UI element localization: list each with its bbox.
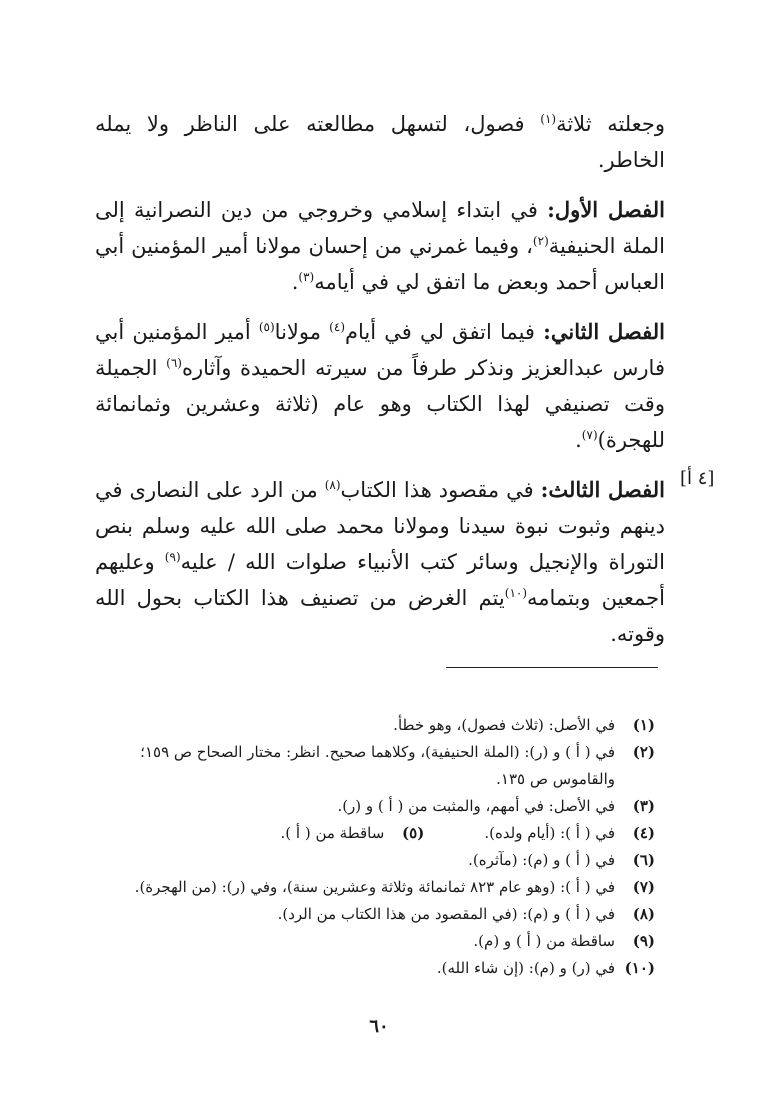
intro-text-cont: فصول، لتسهل مطالعته على الناظر ولا يمله الخاطر. [95,112,665,172]
main-text [95,106,665,666]
footnote-number: (٤) [632,824,655,842]
footnote-text: ساقطة من ( أ ). [280,824,385,842]
footnote-text: في ( أ ) و (م): (في المقصود من هذا الكتاب من الرد). [277,905,615,923]
footnote-ref-5[interactable]: (٥) [258,320,275,334]
manuscript-folio-marker: [٤ أ] [680,468,715,489]
chapter1-paragraph [95,192,665,300]
chapter1-heading: الفصل الأول: [547,197,665,222]
chapter1-text-cont: ، وفيما غمرني من إحسان مولانا أمير المؤمنين أبي العباس أحمد وبعض ما اتفق لي في أيامه [95,234,665,294]
footnote-ref-1[interactable]: (١) [540,112,557,126]
chapter2-heading: الفصل الثاني: [543,319,665,344]
footnote-row-4-5 [95,820,655,847]
footnote-2 [95,739,655,766]
footnote-8 [95,901,655,928]
footnote-text: في ( أ ) و (م): (مآثره). [468,851,615,869]
footnote-number: (٧) [632,878,655,896]
footnote-ref-9[interactable]: (٩) [164,550,181,564]
footnote-9 [95,928,655,955]
footnote-number: (٣) [632,797,655,815]
footnotes-section [95,712,655,982]
chapter1-text-end: . [291,270,299,294]
page-number: ٦٠ [369,1016,389,1037]
footnote-number: (٦) [632,851,655,869]
footnote-ref-8[interactable]: (٨) [324,478,341,492]
footnote-text: في (ر) و (م): (إن شاء الله). [436,959,615,977]
chapter3-text-2: من الرد على النصارى في دينهم وثبوت نبوة سيدنا ومولانا محمد صلى الله عليه وسلم بنص التوراة والإنجيل وسائر كتب الأنبياء صلوات الله / عليه [95,478,665,574]
chapter3-text-end: يتم الغرض من تصنيف هذا الكتاب بحول الله وقوته. [95,586,665,646]
footnote-text: في الأصل: في أمهم، والمثبت من ( أ ) و (ر). [337,797,615,815]
chapter2-text: فيما اتفق لي في أيام [345,320,544,344]
footnote-separator [446,667,658,668]
intro-paragraph [95,106,665,178]
footnote-text: ساقطة من ( أ ) و (م). [473,932,615,950]
footnote-ref-7[interactable]: (٧) [581,428,598,442]
footnote-number: (١) [632,716,655,734]
footnote-number: (٨) [632,905,655,923]
intro-text: وجعلته ثلاثة [556,112,665,136]
chapter1-text: في ابتداء إسلامي وخروجي من دين النصرانية إلى الملة الحنيفية [95,198,665,258]
footnote-ref-10[interactable]: (١٠) [504,586,528,600]
chapter3-text: في مقصود هذا الكتاب [340,478,541,502]
footnote-text: في ( أ ): (وهو عام ٨٢٣ ثمانمائة وثلاثة وعشرين سنة)، وفي (ر): (من الهجرة). [134,878,615,896]
footnote-4 [484,820,655,847]
footnote-number: (٥) [402,824,425,842]
footnote-7 [95,874,655,901]
footnote-ref-4[interactable]: (٤) [329,320,345,334]
footnote-text: في ( أ ) و (ر): (الملة الحنيفية)، وكلاهما صحيح. انظر: مختار الصحاح ص ١٥٩؛ [140,743,615,761]
footnote-6 [95,847,655,874]
footnote-3 [95,793,655,820]
chapter3-heading: الفصل الثالث: [540,477,665,502]
footnote-text: في ( أ ): (أيام ولده). [484,824,615,842]
footnote-1 [95,712,655,739]
footnote-text: في الأصل: (ثلاث فصول)، وهو خطأ. [393,716,615,734]
footnote-5 [281,820,425,847]
footnote-number: (٢) [632,743,655,761]
chapter2-text-2: مولانا [274,320,330,344]
footnote-10 [95,955,655,982]
footnote-ref-6[interactable]: (٦) [166,356,182,370]
chapter3-text-3: وعليهم أجمعين وبتمامه [95,550,665,610]
chapter2-paragraph [95,314,665,458]
chapter3-paragraph [95,472,665,652]
chapter2-text-end: . [575,428,582,452]
footnote-number: (١٠) [624,959,655,977]
footnote-2-continuation: والقاموس ص ١٣٥. [496,770,615,788]
chapter2-text-3: أمير المؤمنين أبي فارس عبدالعزيز ونذكر طرفاً من سيرته الحميدة وآثاره [95,320,665,380]
footnote-ref-2[interactable]: (٢) [532,234,549,248]
chapter2-text-4: الجميلة وقت تصنيفي لهذا الكتاب وهو عام (ثلاثة وعشرين وثمانمائة للهجرة) [95,356,665,452]
footnote-ref-3[interactable]: (٣) [298,270,315,284]
footnote-number: (٩) [632,932,655,950]
